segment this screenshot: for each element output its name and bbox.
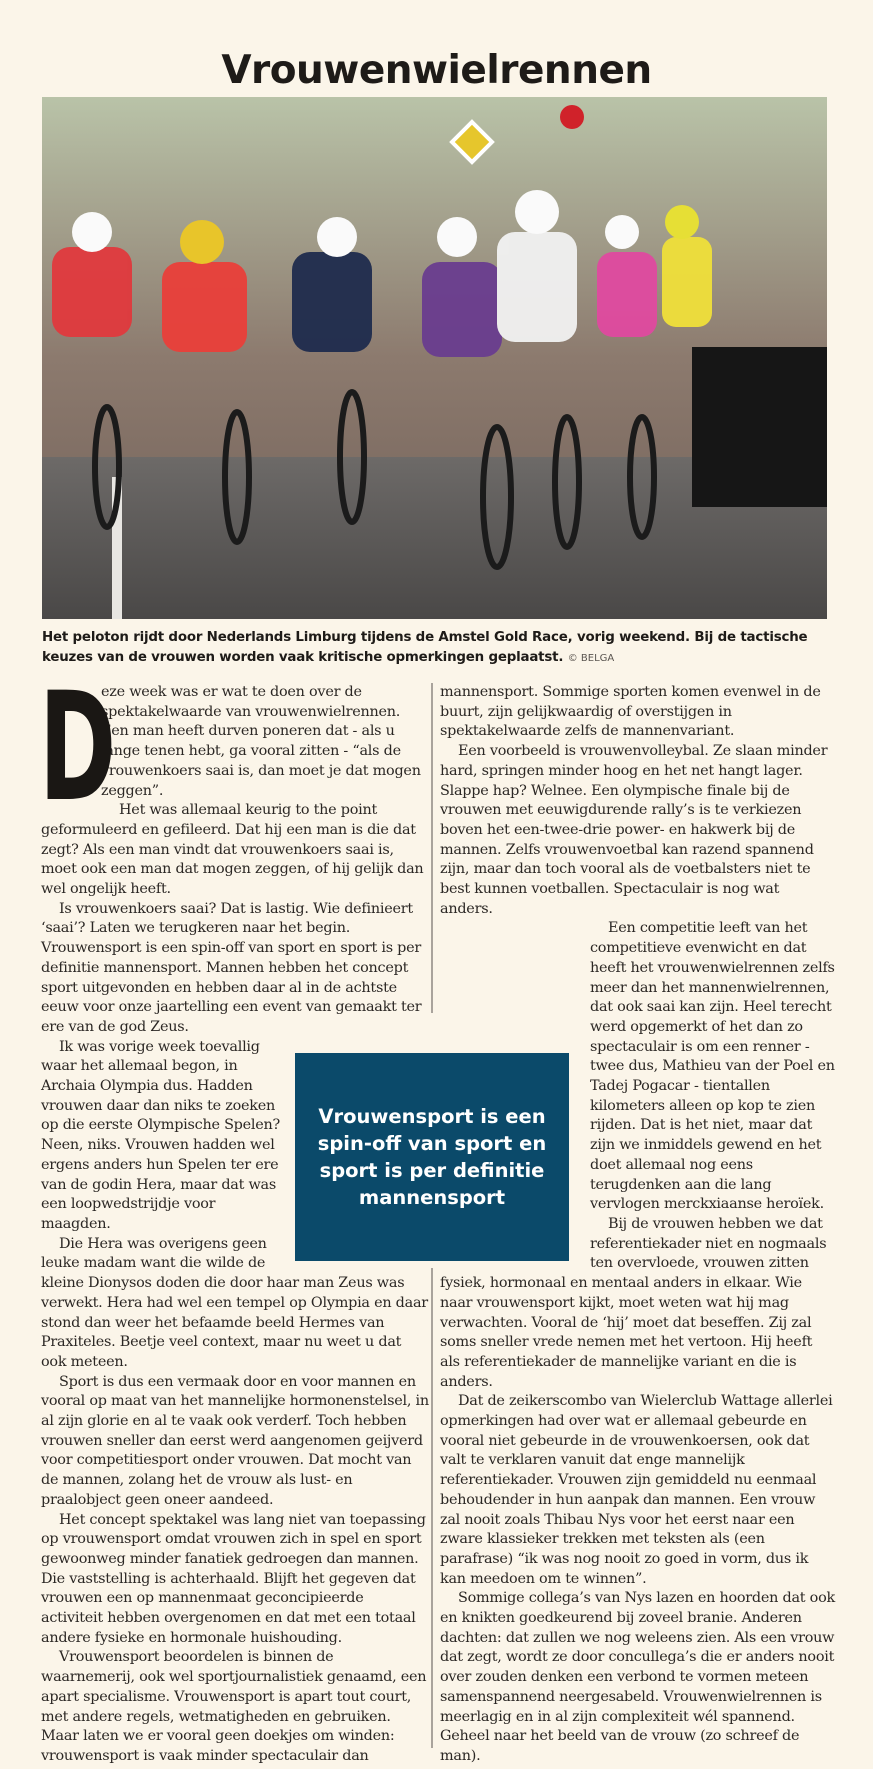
paragraph: mannensport. Sommige sporten komen evenwel in de buurt, zijn gelijkwaardig of overstijgen in spektakelwaarde zelfs de mannenvariant. <box>440 684 821 740</box>
paragraph: Sport is dus een vermaak door en voor mannen en vooral op maat van het mannelijke hormonenstelsel, in al zijn glorie en al te vaak ook verderf. Toch hebben vrouwen sneller dan eerst werd aangenomen geijverd voor competitiesport onder vrouwen. Dat mocht van de mannen, zolang het de vrouw als lust- en praalobject geen oneer aandeed. <box>41 1373 429 1508</box>
paragraph: Bij de vrouwen hebben we dat referentiekader niet en nogmaals ten overvloede, vrouwen zitten fysiek, hormonaal en mentaal anders in elkaar. Wie naar vrouwensport kijkt, moet weten wat hij mag verwachten. Vooral de ‘hij’ moet dat beseffen. Zij zal soms sneller vrede nemen met het vertoon. Hij heeft als referentiekader de mannelijke variant en die is anders. <box>440 1215 827 1390</box>
photo-caption <box>42 628 832 669</box>
drop-cap: D <box>39 661 117 835</box>
column-divider-bottom <box>431 1268 433 1748</box>
column-divider-top <box>431 683 433 1013</box>
paragraph: Een voorbeeld is vrouwenvolleybal. Ze slaan minder hard, springen minder hoog en het net hangt lager. Slappe hap? Welnee. Een olympische finale bij de vrouwen met eeuwigdurende rally’s is te verkiezen boven het een-twee-drie power- en hakwerk bij de mannen. Zelfs vrouwenvoetbal kan razend spannend zijn, maar dan toch vooral als de voetbalsters niet te best kunnen voetballen. Spectaculair is nog wat anders. <box>440 743 828 917</box>
paragraph: Die Hera was overigens geen leuke madam want die wilde de kleine Dionysos doden die door haar man Zeus was verwekt. Hera had wel een tempel op Olympia en daar stond dan weer het befaamde beeld Hermes van Praxiteles. Beetje veel context, maar nu weet u dat ook meteen. <box>41 1235 428 1370</box>
paragraph: Ik was vorige week toevallig waar het allemaal begon, in Archaia Olympia dus. Hadden vrouwen daar dan niks te zoeken op die eerste Olympische Spelen? Neen, niks. Vrouwen hadden wel ergens anders hun Spelen ter ere van de godin Hera, maar dat was een loopwedstrijdje voor maagden. <box>41 1038 281 1232</box>
photo-credit: © BELGA <box>567 653 615 664</box>
article-photo <box>42 97 827 619</box>
paragraph: Vrouwensport beoordelen is binnen de waarnemerij, ook wel sportjournalistiek genaamd, een apart specialisme. Vrouwensport is apart tout court, met andere regels, wetmatigheden en gebruiken. Maar laten we er vooral geen doekjes om winden: vrouwensport is vaak minder spectaculair dan <box>41 1649 427 1764</box>
paragraph: Dat de zeikerscombo van Wielerclub Wattage allerlei opmerkingen had over wat er allemaal gebeurde en vooral niet gebeurde in de vrouwenkoersen, ook dat valt te verklaren vanuit dat enge mannelijk referentiekader. Vrouwen zijn gemiddeld nu eenmaal behoudender in hun aanpak dan mannen. Een vrouw zal nooit zoals Thibau Nys voor het eerst naar een zware klassieker trekken met teksten als (een parafrase) “ik was nog nooit zo goed in vorm, dus ik kan meedoen om te winnen”. <box>440 1393 833 1587</box>
paragraph: Een competitie leeft van het competitieve evenwicht en dat heeft het vrouwenwielrennen zelfs meer dan het mannenwielrennen, dat ook saai kan zijn. Heel terecht werd opgemerkt of het dan zo spectaculair is om een renner - twee dus, Mathieu van der Poel en Tadej Pogacar - tientallen kilometers alleen op kop te zien rijden. Dat is het niet, maar dat zijn we inmiddels gewend en het doet allemaal nog eens terugdenken aan die lang vervlogen merckxiaanse heroïek. <box>590 920 835 1213</box>
paragraph: Is vrouwenkoers saai? Dat is lastig. Wie definieert ‘saai’? Laten we terugkeren naar het begin. Vrouwensport is een spin-off van sport en sport is per definitie mannensport. Mannen hebben het concept sport uitgevonden en hebben daar al in de achtste eeuw voor onze jaartelling een event van gemaakt ter ere van de god Zeus. <box>41 900 422 1035</box>
article-title: Vrouwenwielrennen <box>221 48 652 94</box>
paragraph: Het concept spektakel was lang niet van toepassing op vrouwensport omdat vrouwen zich in spel en sport gewoonweg minder fanatiek gedroegen dan mannen. Die vaststelling is achterhaald. Blijft het gegeven dat vrouwen een op mannenmaat geconcipieerde activiteit hebben overgenomen en dat met een totaal andere fysieke en hormonale huishouding. <box>41 1511 426 1646</box>
caption-text: Het peloton rijdt door Nederlands Limburg tijdens de Amstel Gold Race, vorig weekend. Bij de tactische keuzes van de vrouwen worden vaak kritische opmerkingen geplaatst. <box>42 630 808 665</box>
paragraph: Sommige collega’s van Nys lazen en hoorden dat ook en knikten goedkeurend bij zoveel branie. Anderen dachten: dat zullen we nog weleens zien. Als een vrouw dat zegt, wordt ze door concullega’s die er anders nooit over zouden denken een verbond te vormen meteen samenspannend neergesabeld. Vrouwenwielrennen is meerlagig en in al zijn complexiteit wél spannend. Geheel naar het beeld van de vrouw (zo schreef de man). <box>440 1590 835 1764</box>
photo-image-icon <box>42 97 827 619</box>
paragraph: Het was allemaal keurig to the point geformuleerd en gefileerd. Dat hij een man is die dat zegt? Als een man vindt dat vrouwenkoers saai is, moet ook een man dat mogen zeggen, of hij gelijk dan wel ongelijk heeft. <box>41 802 424 898</box>
pull-quote: Vrouwensport is een spin-off van sport en sport is per definitie mannensport <box>295 1053 569 1261</box>
paragraph: eze week was er wat te doen over de spektakelwaarde van vrouwenwielrennen. Een man heeft durven poneren dat - als u lange tenen hebt, ga vooral zitten - “als de vrouwenkoers saai is, dan moet je dat mogen zeggen”. <box>101 684 421 799</box>
